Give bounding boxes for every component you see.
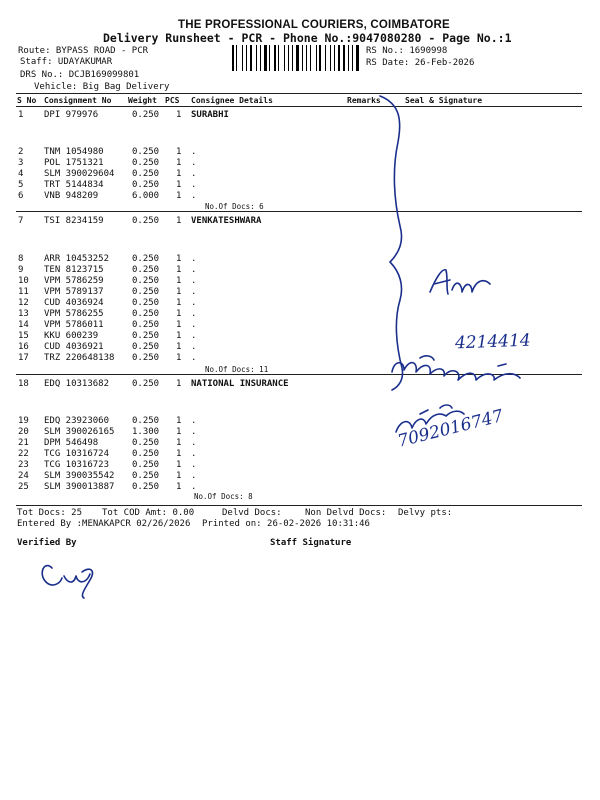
row-pcs: 1 [176,353,182,363]
row-consignment-no: CUD 4036921 [44,342,104,352]
row-sno: 19 [18,416,29,426]
rs-date-label: RS Date: 26-Feb-2026 [366,58,475,68]
row-weight: 0.250 [132,471,160,481]
row-weight: 0.250 [132,276,160,286]
row-weight: 0.250 [132,110,160,120]
rs-no-label: RS No.: 1690998 [366,46,448,56]
row-sno: 22 [18,449,29,459]
row-pcs: 1 [176,482,182,492]
total-docs: Tot Docs: 25 [17,508,83,518]
runsheet-subtitle: Delivery Runsheet - PCR - Phone No.:9047080280 - Page No.:1 [103,31,512,45]
row-sno: 24 [18,471,29,481]
col-remarks: Remarks [347,96,381,105]
row-consignment-no: TSI 8234159 [44,216,104,226]
row-weight: 0.250 [132,460,160,470]
row-pcs: 1 [176,276,182,286]
row-consignment-no: POL 1751321 [44,158,104,168]
row-consignee: . [191,265,197,275]
signature-mark [396,405,464,432]
row-consignment-no: TRZ 220648138 [44,353,115,363]
row-pcs: 1 [176,169,182,179]
row-consignee: SURABHI [191,110,229,120]
col-consignee: Consignee Details [191,96,273,105]
row-sno: 13 [18,309,29,319]
row-weight: 0.250 [132,416,160,426]
row-consignee: . [191,471,197,481]
row-sno: 3 [18,158,24,168]
signature-mark [430,270,490,294]
row-sno: 9 [18,265,24,275]
row-consignee: . [191,254,197,264]
row-weight: 6.000 [132,191,160,201]
group-docs-count: No.Of Docs: 11 [205,365,269,374]
row-consignee: . [191,320,197,330]
row-consignee: . [191,309,197,319]
row-sno: 7 [18,216,24,226]
row-weight: 0.250 [132,309,160,319]
row-consignment-no: TNM 1054980 [44,147,104,157]
row-pcs: 1 [176,191,182,201]
row-pcs: 1 [176,298,182,308]
row-consignment-no: DPI 979976 [44,110,99,120]
total-cod-amount: Tot COD Amt: 0.00 [102,508,195,518]
row-pcs: 1 [176,320,182,330]
row-weight: 0.250 [132,180,160,190]
row-consignee: . [191,342,197,352]
row-consignee: VENKATESHWARA [191,216,262,226]
handwritten-phone: 7092016747 [395,406,506,452]
row-consignee: . [191,191,197,201]
row-weight: 0.250 [132,147,160,157]
col-consignment: Consignment No [44,96,112,105]
row-consignment-no: VNB 948209 [44,191,99,201]
row-weight: 0.250 [132,169,160,179]
row-consignment-no: KKU 600239 [44,331,99,341]
row-weight: 0.250 [132,287,160,297]
row-sno: 21 [18,438,29,448]
row-weight: 0.250 [132,353,160,363]
group-docs-count: No.Of Docs: 8 [194,492,253,501]
row-pcs: 1 [176,379,182,389]
row-consignment-no: TEN 8123715 [44,265,104,275]
row-weight: 0.250 [132,482,160,492]
row-sno: 23 [18,460,29,470]
row-consignment-no: TCG 10316723 [44,460,110,470]
col-pcs: PCS [165,96,180,105]
row-consignment-no: EDQ 23923060 [44,416,110,426]
row-consignment-no: TCG 10316724 [44,449,110,459]
row-consignee: . [191,331,197,341]
delivered-docs: Delvd Docs: [222,508,282,518]
row-consignment-no: VPM 5789137 [44,287,104,297]
row-consignee: . [191,482,197,492]
delivery-points: Delvy pts: [398,508,453,518]
entered-by: Entered By :MENAKAPCR 02/26/2026 [17,519,191,529]
signature-mark [392,356,520,380]
row-weight: 0.250 [132,449,160,459]
row-weight: 0.250 [132,158,160,168]
group-docs-count: No.Of Docs: 6 [205,202,264,211]
row-sno: 12 [18,298,29,308]
row-consignee: . [191,298,197,308]
vehicle-label: Vehicle: Big Bag Delivery [34,82,170,92]
row-consignee: . [191,353,197,363]
row-consignee: . [191,449,197,459]
row-pcs: 1 [176,147,182,157]
row-weight: 0.250 [132,216,160,226]
row-weight: 0.250 [132,342,160,352]
non-delivered-docs: Non Delvd Docs: [305,508,387,518]
row-pcs: 1 [176,427,182,437]
row-consignment-no: SLM 390013887 [44,482,115,492]
row-pcs: 1 [176,309,182,319]
company-title: THE PROFESSIONAL COURIERS, COIMBATORE [178,19,450,31]
drs-label: DRS No.: DCJB169099801 [20,70,140,80]
row-consignee: . [191,438,197,448]
row-weight: 0.250 [132,298,160,308]
row-sno: 25 [18,482,29,492]
row-sno: 16 [18,342,29,352]
row-pcs: 1 [176,438,182,448]
row-consignee: . [191,276,197,286]
printed-on: Printed on: 26-02-2026 10:31:46 [202,519,370,529]
row-consignee: . [191,180,197,190]
row-pcs: 1 [176,180,182,190]
row-sno: 20 [18,427,29,437]
row-weight: 0.250 [132,265,160,275]
row-pcs: 1 [176,342,182,352]
row-consignment-no: ARR 10453252 [44,254,110,264]
col-sno: S No [17,96,37,105]
row-weight: 1.300 [132,427,160,437]
row-consignee: . [191,287,197,297]
row-sno: 8 [18,254,24,264]
row-consignment-no: VPM 5786259 [44,276,104,286]
row-pcs: 1 [176,416,182,426]
row-weight: 0.250 [132,379,160,389]
row-consignment-no: SLM 390035542 [44,471,115,481]
row-pcs: 1 [176,158,182,168]
staff-signature-label: Staff Signature [270,538,352,548]
row-consignee: . [191,169,197,179]
row-weight: 0.250 [132,331,160,341]
row-sno: 15 [18,331,29,341]
row-sno: 1 [18,110,24,120]
row-pcs: 1 [176,265,182,275]
verified-by-label: Verified By [17,538,77,548]
row-consignment-no: SLM 390026165 [44,427,115,437]
staff-label: Staff: UDAYAKUMAR [20,57,113,67]
handwritten-phone: 4214414 [454,330,532,354]
row-consignment-no: SLM 390029604 [44,169,115,179]
row-weight: 0.250 [132,254,160,264]
row-weight: 0.250 [132,320,160,330]
row-sno: 18 [18,379,29,389]
route-label: Route: BYPASS ROAD - PCR [18,46,149,56]
row-consignee: . [191,416,197,426]
row-sno: 5 [18,180,24,190]
row-sno: 4 [18,169,24,179]
row-consignment-no: VPM 5786255 [44,309,104,319]
signature-mark [42,566,92,598]
row-sno: 6 [18,191,24,201]
col-weight: Weight [128,96,157,105]
row-pcs: 1 [176,287,182,297]
row-pcs: 1 [176,471,182,481]
row-pcs: 1 [176,254,182,264]
row-consignment-no: CUD 4036924 [44,298,104,308]
row-consignee: . [191,158,197,168]
row-sno: 11 [18,287,29,297]
brace-mark [380,96,403,390]
row-consignee: . [191,460,197,470]
row-consignment-no: VPM 5786011 [44,320,104,330]
row-consignment-no: TRT 5144834 [44,180,104,190]
col-seal-signature: Seal & Signature [405,96,483,105]
row-consignee: NATIONAL INSURANCE [191,379,289,389]
row-weight: 0.250 [132,438,160,448]
row-sno: 17 [18,353,29,363]
row-consignee: . [191,427,197,437]
row-pcs: 1 [176,331,182,341]
row-pcs: 1 [176,110,182,120]
row-pcs: 1 [176,449,182,459]
row-sno: 2 [18,147,24,157]
row-pcs: 1 [176,460,182,470]
row-consignment-no: EDQ 10313682 [44,379,110,389]
row-sno: 10 [18,276,29,286]
row-sno: 14 [18,320,29,330]
row-consignment-no: DPM 546498 [44,438,99,448]
row-consignee: . [191,147,197,157]
row-pcs: 1 [176,216,182,226]
